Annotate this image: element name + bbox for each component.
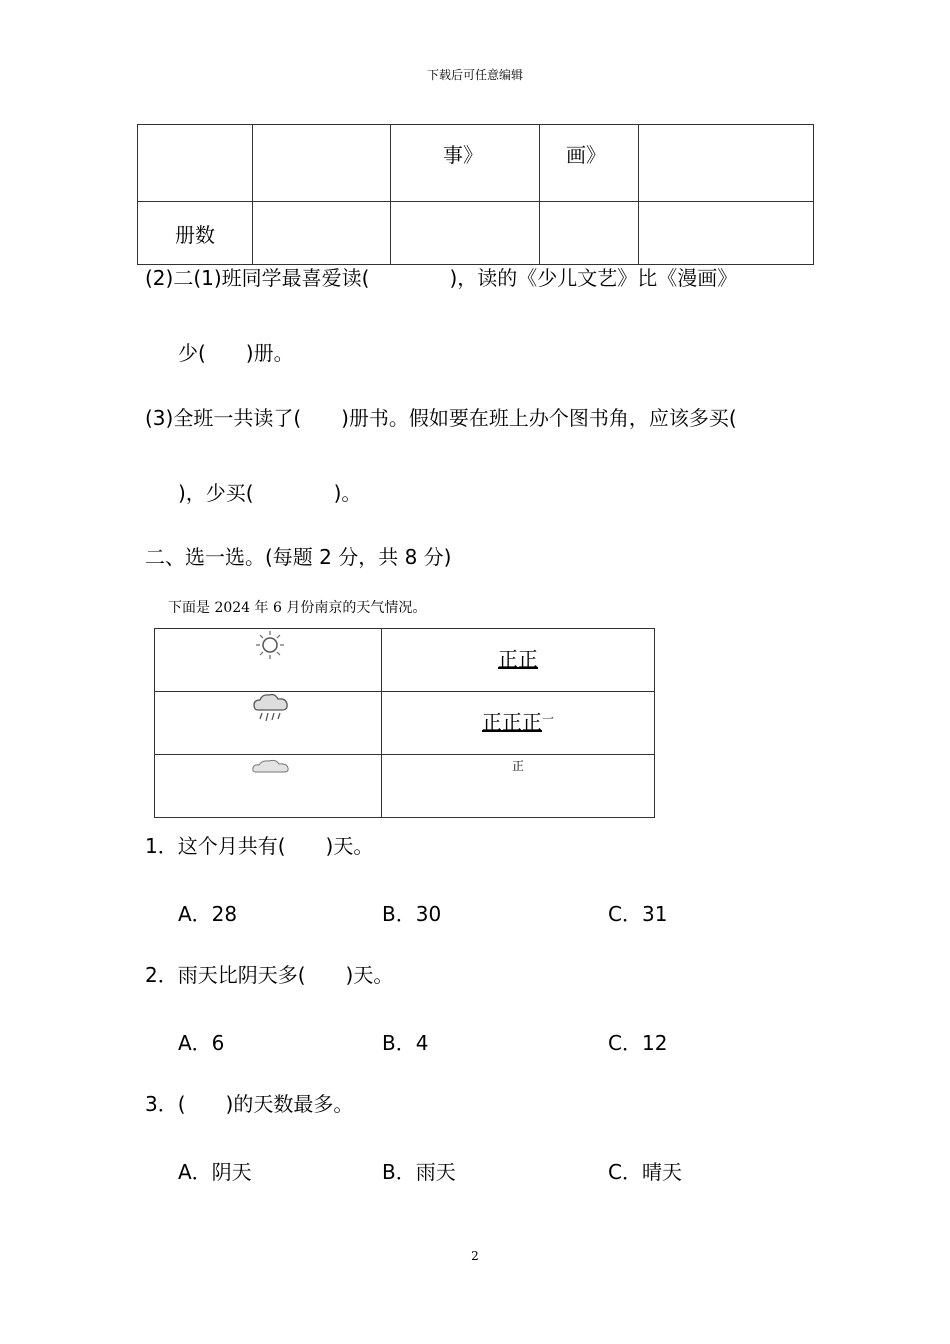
weather-caption: 下面是 2024 年 6 月份南京的天气情况。 (168, 600, 427, 616)
question-3-stem: 3．( )的天数最多。 (145, 1092, 354, 1116)
table-cell (391, 202, 540, 265)
table-row (155, 755, 655, 818)
table-cell: 册数 (138, 202, 253, 265)
table-cell (253, 202, 391, 265)
weather-icon-cell (155, 755, 382, 818)
table-row (138, 125, 814, 202)
question-2-line-1: (2)二(1)班同学最喜爱读( )，读的《少儿文艺》比《漫画》 (145, 266, 738, 290)
header-note: 下载后可任意编辑 (426, 68, 523, 82)
question-3-option-c: C．晴天 (608, 1160, 682, 1184)
question-3-line-2: )，少买( )。 (178, 481, 362, 505)
question-1-option-c: C．31 (608, 902, 668, 926)
table-row (155, 629, 655, 692)
table-cell (253, 125, 391, 202)
weather-icon-cell (155, 629, 382, 692)
page-number: 2 (471, 1249, 479, 1263)
rain-cloud-icon (250, 692, 292, 726)
reading-table (137, 124, 814, 265)
question-1-stem: 1．这个月共有( )天。 (145, 834, 374, 858)
tally-cell (382, 692, 655, 755)
sun-icon (250, 629, 290, 661)
question-3-line-1: (3)全班一共读了( )册书。假如要在班上办个图书角，应该多买( (145, 406, 737, 430)
tally-cell (382, 755, 655, 818)
question-2-option-c: C．12 (608, 1031, 668, 1055)
table-row (155, 692, 655, 755)
question-2-option-a: A．6 (178, 1031, 225, 1055)
question-3-option-b: B．雨天 (382, 1160, 456, 1184)
section-2-title: 二、选一选。(每题 2 分，共 8 分) (145, 545, 452, 569)
question-3-option-a: A．阴天 (178, 1160, 252, 1184)
question-2-stem: 2．雨天比阴天多( )天。 (145, 963, 394, 987)
tally-cell (382, 629, 655, 692)
table-cell: 事》 (391, 125, 540, 202)
tally-mark-partial: 正 (511, 759, 524, 773)
tally-mark-partial: 一 (541, 712, 554, 726)
table-row (138, 202, 814, 265)
question-1-option-a: A．28 (178, 902, 238, 926)
table-cell (540, 202, 639, 265)
table-cell (639, 202, 814, 265)
question-1-option-b: B．30 (382, 902, 442, 926)
tally-mark: 正正 (498, 647, 538, 671)
weather-table (154, 628, 655, 818)
table-cell (639, 125, 814, 202)
question-2-option-b: B．4 (382, 1031, 429, 1055)
table-cell: 画》 (540, 125, 639, 202)
tally-mark: 正正正 (481, 710, 542, 734)
cloud-icon (250, 757, 292, 777)
question-2-line-2: 少( )册。 (178, 341, 294, 365)
weather-icon-cell (155, 692, 382, 755)
table-cell (138, 125, 253, 202)
